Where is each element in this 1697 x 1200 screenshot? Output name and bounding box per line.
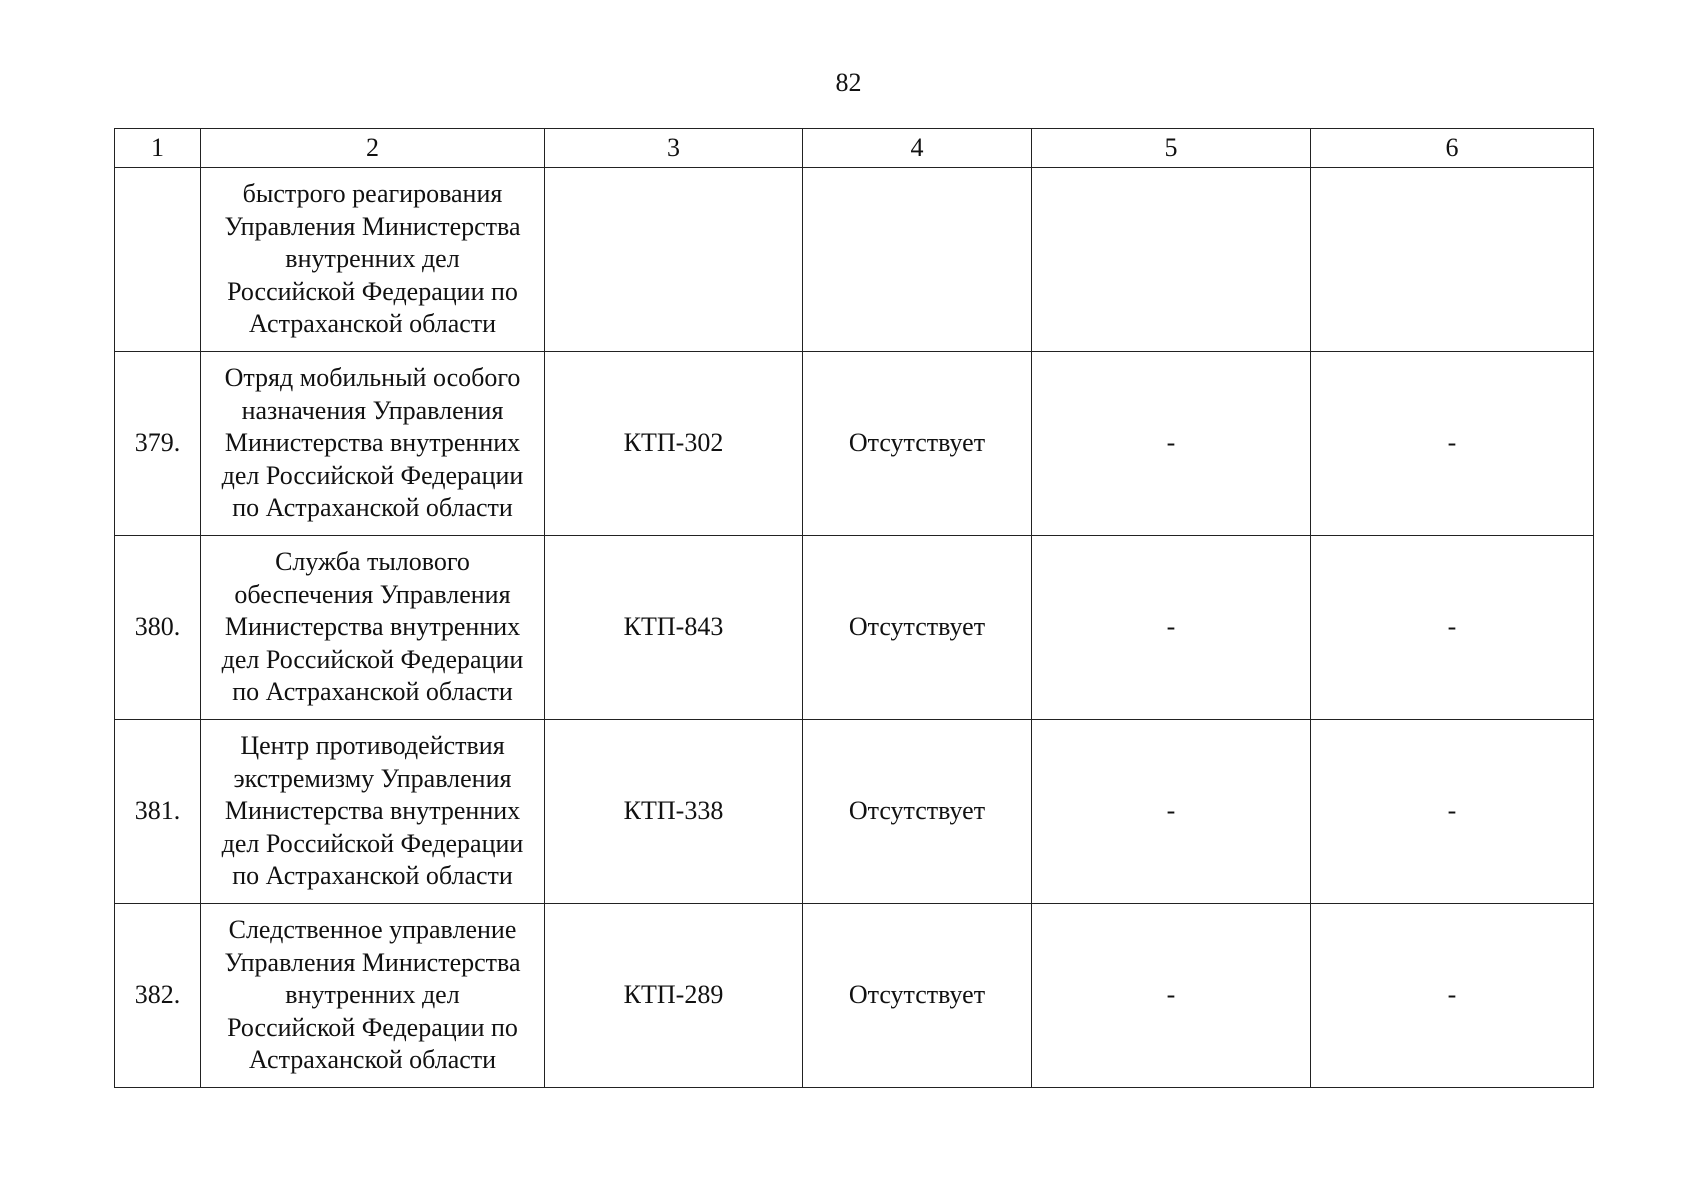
column-6-cell: - [1311,536,1594,720]
column-header-4: 4 [803,129,1032,168]
status-cell: Отсутствует [803,536,1032,720]
organization-name-cell [201,168,545,352]
name-line: экстремизму Управления [233,763,512,793]
row-number-cell: 380. [115,536,201,720]
column-header-6: 6 [1311,129,1594,168]
page-number: 82 [835,68,862,97]
table-row [115,168,1594,352]
column-5-cell: - [1032,720,1311,904]
column-5-cell: - [1032,352,1311,536]
column-header-1: 1 [115,129,201,168]
column-6-cell: - [1311,352,1594,536]
name-line: назначения Управления [241,395,504,425]
code-cell: КТП-289 [545,904,803,1088]
name-line: быстрого реагирования [242,179,503,209]
organization-name-cell [201,720,545,904]
name-line: по Астраханской области [232,861,513,891]
name-line: Служба тылового [275,547,470,577]
name-line: Центр противодействия [240,731,505,761]
name-line: Управления Министерства [224,211,521,241]
code-cell: КТП-843 [545,536,803,720]
name-line: Отряд мобильный особого [224,363,521,393]
column-5-cell [1032,168,1311,352]
table-row [115,904,1594,1088]
column-header-2: 2 [201,129,545,168]
column-6-cell: - [1311,904,1594,1088]
status-cell: Отсутствует [803,352,1032,536]
name-line: Министерства внутренних [224,612,521,642]
status-cell: Отсутствует [803,904,1032,1088]
name-line: Следственное управление [228,915,517,945]
name-line: Управления Министерства [224,947,521,977]
column-5-cell: - [1032,536,1311,720]
status-cell: Отсутствует [803,720,1032,904]
table-row [115,720,1594,904]
table-header-row [115,129,1594,168]
code-cell: КТП-302 [545,352,803,536]
code-cell [545,168,803,352]
name-line: по Астраханской области [232,677,513,707]
row-number-cell: 379. [115,352,201,536]
organization-name-cell [201,904,545,1088]
column-5-cell: - [1032,904,1311,1088]
row-number-cell: 381. [115,720,201,904]
column-header-5: 5 [1032,129,1311,168]
organization-name-cell [201,352,545,536]
status-cell [803,168,1032,352]
name-line: дел Российской Федерации [221,828,524,858]
name-line: внутренних дел [285,244,460,274]
table-row [115,352,1594,536]
row-number-cell [115,168,201,352]
column-6-cell [1311,168,1594,352]
name-line: Астраханской области [248,1045,497,1075]
name-line: по Астраханской области [232,493,513,523]
data-table [114,128,1594,1088]
column-header-3: 3 [545,129,803,168]
name-line: Министерства внутренних [224,796,521,826]
name-line: внутренних дел [285,980,460,1010]
name-line: дел Российской Федерации [221,460,524,490]
name-line: Астраханской области [248,309,497,339]
name-line: Российской Федерации по [227,1012,518,1042]
row-number-cell: 382. [115,904,201,1088]
column-6-cell: - [1311,720,1594,904]
name-line: обеспечения Управления [234,579,511,609]
table-row [115,536,1594,720]
name-line: Российской Федерации по [227,276,518,306]
name-line: Министерства внутренних [224,428,521,458]
organization-name-cell [201,536,545,720]
name-line: дел Российской Федерации [221,644,524,674]
code-cell: КТП-338 [545,720,803,904]
